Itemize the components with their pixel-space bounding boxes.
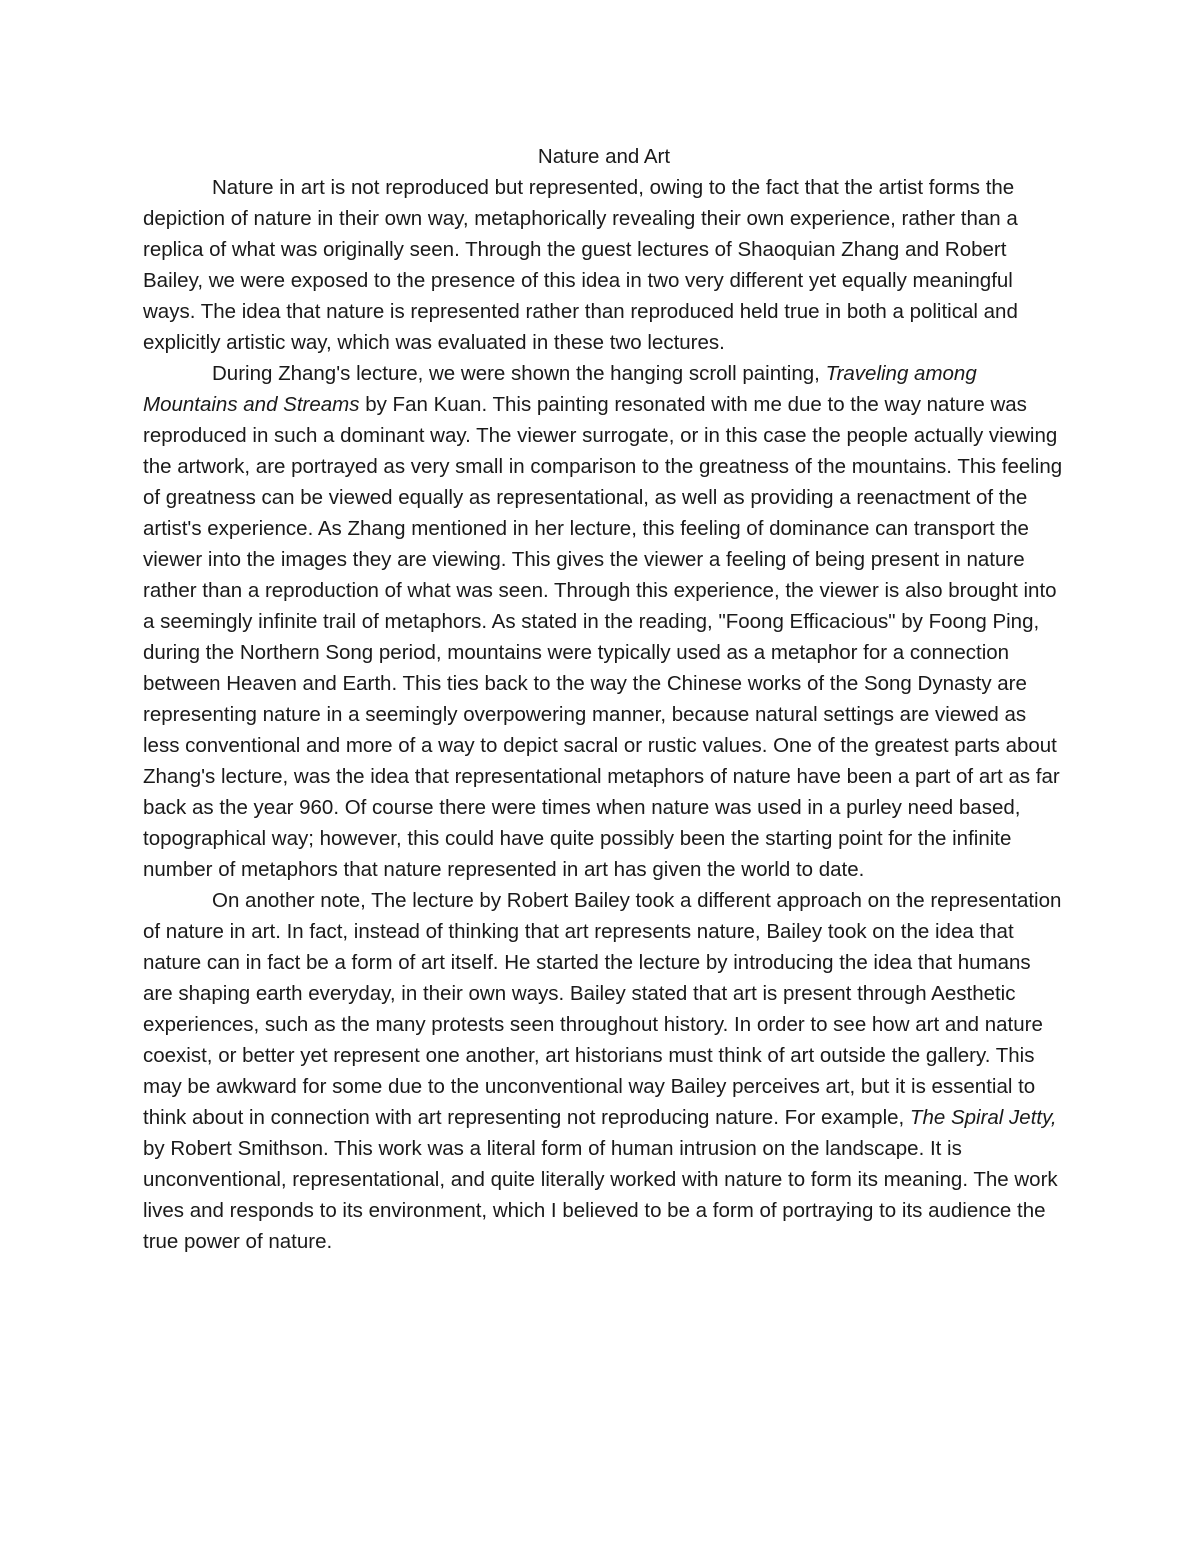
paragraph-text: On another note, The lecture by Robert Bailey took a different approach on the representation of nature in art. In fact, instead of thinking that art represents nature, Bailey took on the idea that nature can in fact be a form of art itself. He started the lecture by introducing the idea that humans are shaping earth everyday, in their own ways. Bailey stated that art is present through Aesthetic experiences, such as the many protests seen throughout history. In order to see how art and nature coexist, or better yet represent one another, art historians must think of art outside the gallery. This may be awkward for some due to the unconventional way Bailey perceives art, but it is essential to think about in connection with art representing not reproducing nature. For example, — [143, 889, 1062, 1129]
artwork-title-traveling-among-mountains: Traveling among Mountains and Streams — [143, 362, 977, 416]
artwork-title-spiral-jetty: The Spiral Jetty, — [909, 1106, 1057, 1129]
paragraph-text: Nature in art is not reproduced but represented, owing to the fact that the artist forms the depiction of nature in their own way, metaphorically revealing their own experience, rather than a replica of what was originally seen. Through the guest lectures of Shaoquian Zhang and Robert Bailey, we were exposed to the presence of this idea in two very different yet equally meaningful ways. The idea that nature is represented rather than reproduced held true in both a political and explicitly artistic way, which was evaluated in these two lectures. — [143, 176, 1018, 354]
paragraph-text: During Zhang's lecture, we were shown the hanging scroll painting, — [212, 362, 826, 385]
paragraph-text: by Robert Smithson. This work was a literal form of human intrusion on the landscape. It is unconventional, representational, and quite literally worked with nature to form its meaning. The work lives and responds to its environment, which I believed to be a form of portraying to its audience the true power of nature. — [143, 1137, 1058, 1253]
document-body — [143, 141, 1065, 1257]
document-title: Nature and Art — [537, 145, 671, 168]
paragraph-bailey-lecture — [143, 885, 1065, 1257]
paragraph-zhang-lecture — [143, 358, 1065, 885]
paragraph-text: by Fan Kuan. This painting resonated with me due to the way nature was reproduced in such a dominant way. The viewer surrogate, or in this case the people actually viewing the artwork, are portrayed as very small in comparison to the greatness of the mountains. This feeling of greatness can be viewed equally as representational, as well as providing a reenactment of the artist's experience. As Zhang mentioned in her lecture, this feeling of dominance can transport the viewer into the images they are viewing. This gives the viewer a feeling of being present in nature rather than a reproduction of what was seen. Through this experience, the viewer is also brought into a seemingly infinite trail of metaphors. As stated in the reading, "Foong Efficacious" by Foong Ping, during the Northern Song period, mountains were typically used as a metaphor for a connection between Heaven and Earth. This ties back to the way the Chinese works of the Song Dynasty are representing nature in a seemingly overpowering manner, because natural settings are viewed as less conventional and more of a way to depict sacral or rustic values. One of the greatest parts about Zhang's lecture, was the idea that representational metaphors of nature have been a part of art as far back as the year 960. Of course there were times when nature was used in a purley need based, topographical way; however, this could have quite possibly been the starting point for the infinite number of metaphors that nature represented in art has given the world to date. — [143, 393, 1063, 881]
paragraph-intro — [143, 172, 1065, 358]
